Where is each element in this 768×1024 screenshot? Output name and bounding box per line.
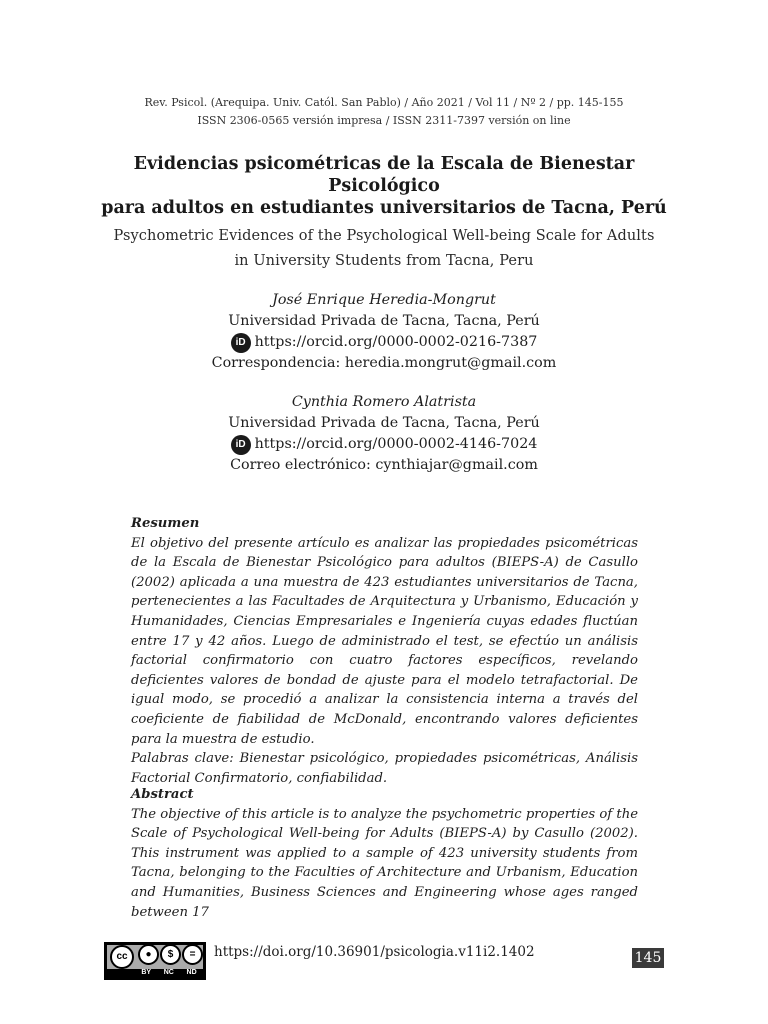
page-number: 145 — [632, 948, 664, 968]
orcid-row — [0, 434, 768, 455]
author-2 — [0, 392, 768, 476]
author-affiliation: Universidad Privada de Tacna, Tacna, Perú — [228, 415, 540, 431]
english-title-line-2: in University Students from Tacna, Peru — [234, 253, 534, 269]
orcid-link[interactable]: https://orcid.org/0000-0002-0216-7387 — [254, 334, 538, 350]
by-attribution-icon: ● — [138, 944, 159, 965]
orcid-row — [0, 332, 768, 353]
author-contact: Correspondencia: heredia.mongrut@gmail.com — [211, 355, 557, 371]
journal-citation: Rev. Psicol. (Arequipa. Univ. Catól. San Pablo) / Año 2021 / Vol 11 / Nº 2 / pp. 145-155 — [144, 96, 624, 109]
page-footer — [104, 942, 535, 980]
abstract-body: The objective of this article is to analyze the psychometric properties of the Scale of Psychological Well-being for Adults (BIEPS-A) by Casullo (2002). This instrument was applied to a sample of 423 university students from Tacna, belonging to the Faculties of Architecture and Urbanism, Education and Humanities, Business Sciences and Engineering whose ages ranged between 17 — [131, 806, 638, 920]
cc-label: BY — [141, 969, 152, 976]
issn-line: ISSN 2306-0565 versión impresa / ISSN 2311-7397 versión on line — [197, 114, 571, 127]
orcid-icon: iD — [231, 333, 251, 353]
article-title — [80, 153, 688, 219]
author-name: Cynthia Romero Alatrista — [291, 394, 477, 410]
cc-label: ND — [186, 969, 197, 976]
cc-label: NC — [163, 969, 174, 976]
cc-license-labels — [135, 969, 203, 976]
english-title-line-1: Psychometric Evidences of the Psychological Well-being Scale for Adults — [113, 228, 655, 244]
cc-license-badge[interactable] — [104, 942, 206, 980]
doi-link[interactable]: https://doi.org/10.36901/psicologia.v11i2.1402 — [214, 944, 535, 960]
abstract-section — [131, 785, 638, 922]
author-name: José Enrique Heredia-Mongrut — [272, 292, 496, 308]
resumen-heading: Resumen — [131, 516, 200, 531]
abstract-heading: Abstract — [131, 787, 194, 802]
resumen-section — [131, 514, 638, 788]
title-line-1: Evidencias psicométricas de la Escala de Bienestar Psicológico — [133, 154, 635, 196]
title-line-2: para adultos en estudiantes universitarios de Tacna, Perú — [101, 198, 667, 218]
noncommercial-icon: $ — [160, 944, 181, 965]
orcid-icon: iD — [231, 435, 251, 455]
cc-icon: cc — [110, 945, 134, 969]
author-affiliation: Universidad Privada de Tacna, Tacna, Perú — [228, 313, 540, 329]
author-contact: Correo electrónico: cynthiajar@gmail.com — [230, 457, 538, 473]
noderivatives-icon: = — [182, 944, 203, 965]
author-1 — [0, 290, 768, 374]
orcid-link[interactable]: https://orcid.org/0000-0002-4146-7024 — [254, 436, 538, 452]
resumen-keywords: Palabras clave: Bienestar psicológico, propiedades psicométricas, Análisis Factorial Confirmatorio, confiabilidad. — [131, 751, 638, 786]
resumen-body: El objetivo del presente artículo es analizar las propiedades psicométricas de la Escala de Bienestar Psicológico para adultos (BIEPS-A) de Casullo (2002) aplicada a una muestra de 423 estudiantes universitarios de Tacna, pertenecientes a las Facultades de Arquitectura y Urbanismo, Educación y Humanidades, Ciencias Empresariales e Ingeniería cuyas edades fluctúan entre 17 y 42 años. Luego de administrado el test, se efectúo un análisis factorial confirmatorio con cuatro factores específicos, revelando deficientes valores de bondad de ajuste para el modelo tetrafactorial. De igual modo, se procedió a analizar la consistencia interna a través del coeficiente de fiabilidad de McDonald, encontrando valores deficientes para la muestra de estudio. — [131, 535, 638, 747]
english-title — [100, 224, 668, 274]
